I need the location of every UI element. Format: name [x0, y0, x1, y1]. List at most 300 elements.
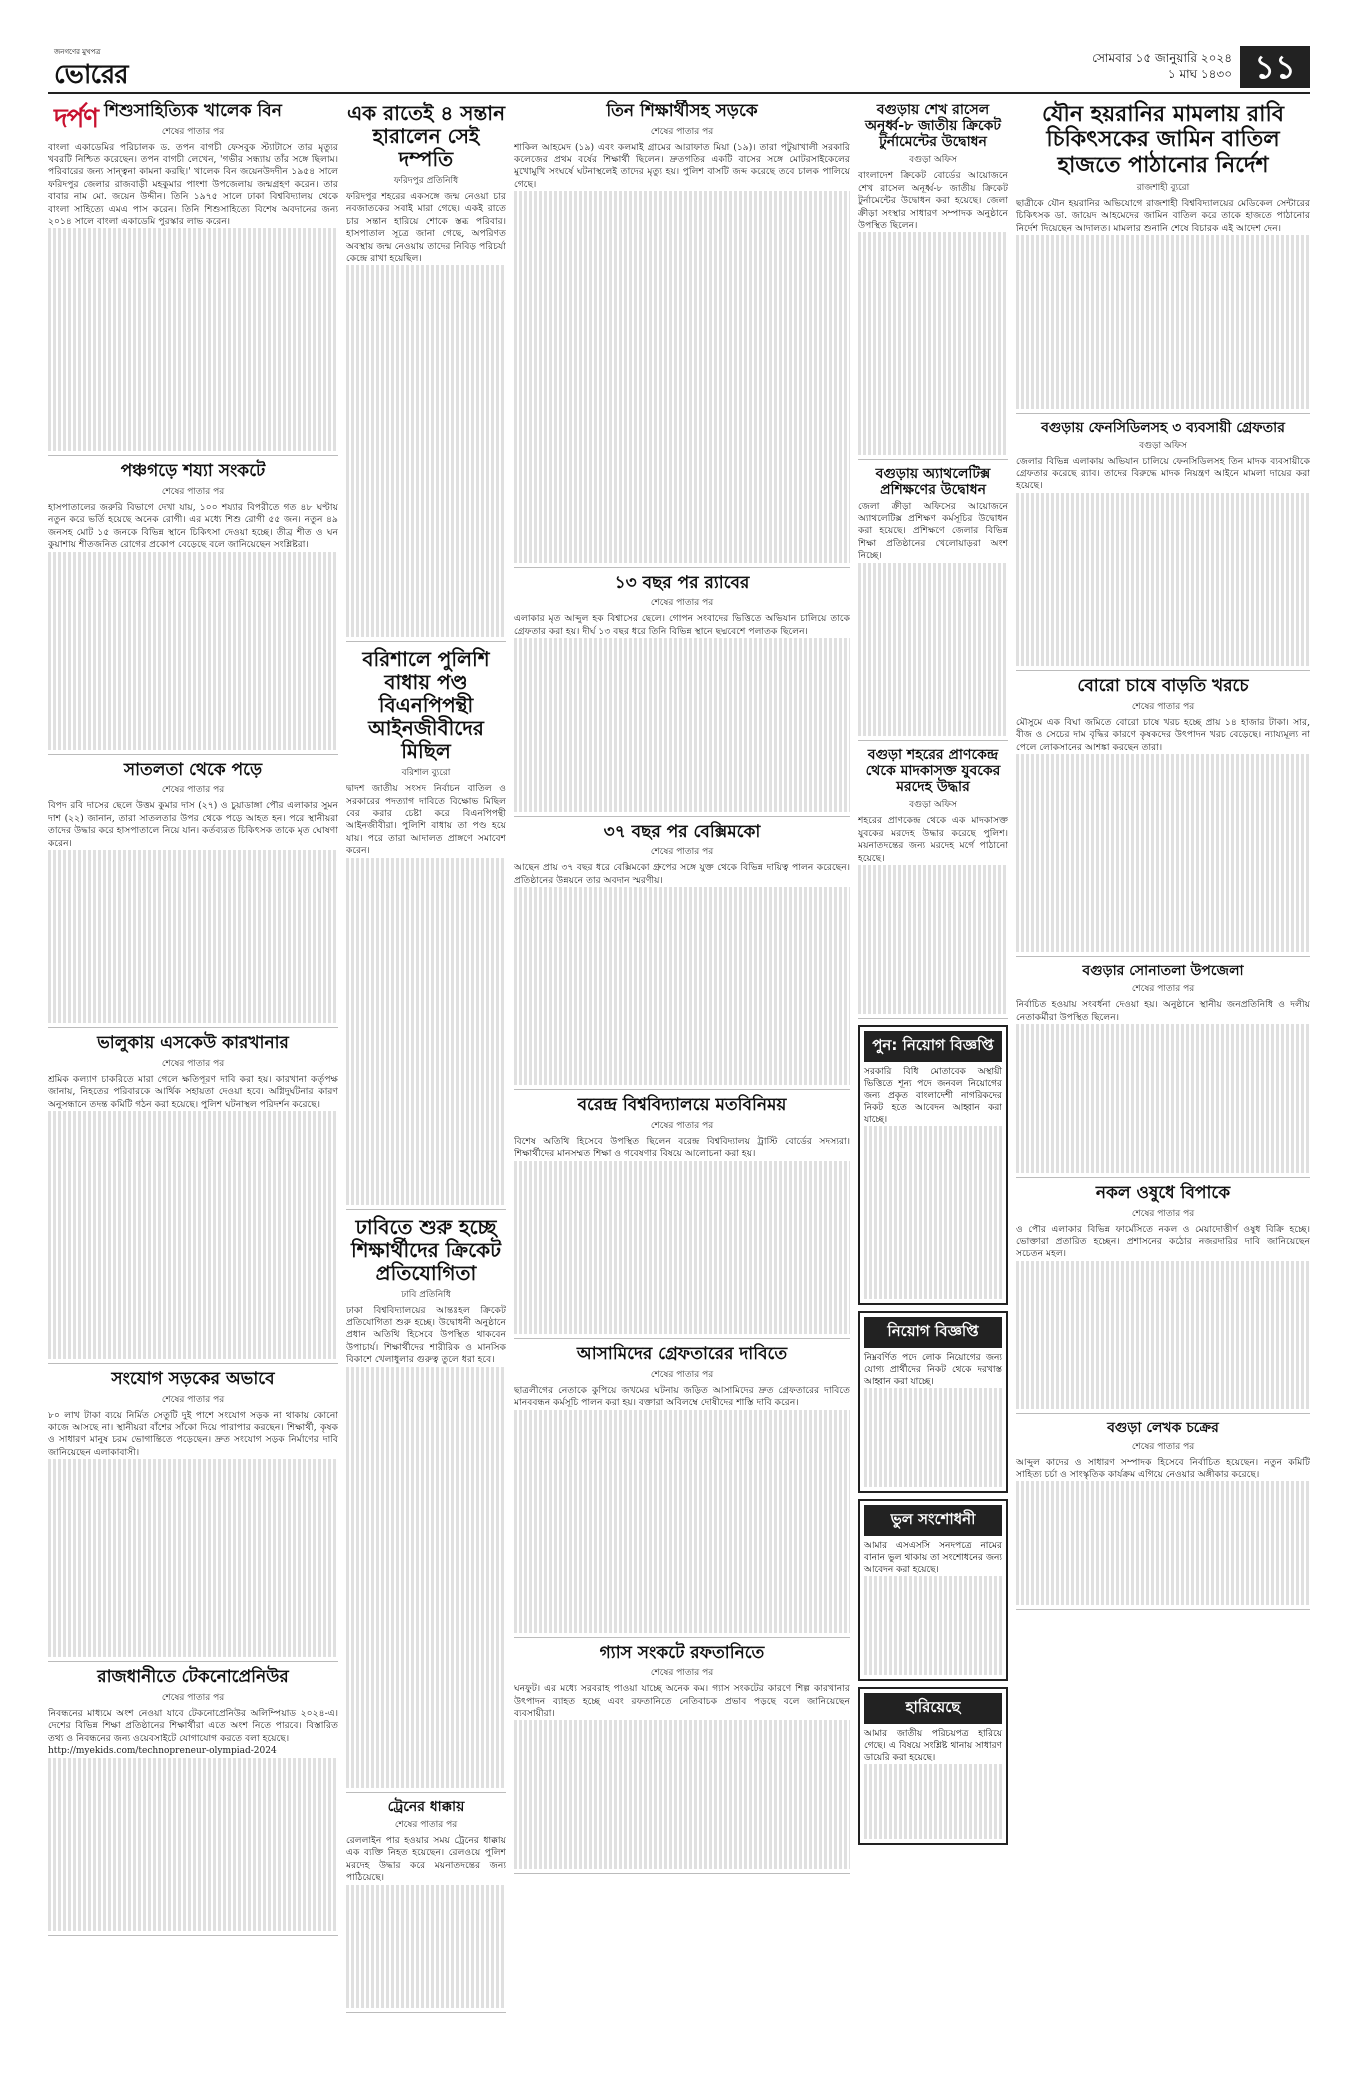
text-line-placeholder	[514, 1521, 850, 1533]
article-body: শহরের প্রাণকেন্দ্র থেকে এক মাদকাসক্ত যুবকের মরদেহ উদ্ধার করেছে পুলিশ। ময়নাতদন্তের জন্য মরদেহ মর্গে পাঠানো হয়েছে।	[858, 815, 1008, 864]
text-line-placeholder	[1016, 1049, 1310, 1061]
text-line-placeholder	[346, 1897, 506, 1909]
text-line-placeholder	[514, 725, 850, 737]
article-headline[interactable]: সংযোগ সড়কের অভাবে	[111, 1369, 275, 1390]
text-line-placeholder	[48, 1546, 338, 1558]
text-line-placeholder	[48, 266, 338, 278]
text-line-placeholder	[346, 402, 506, 414]
article	[346, 648, 506, 1209]
text-line-placeholder	[346, 1093, 506, 1105]
text-line-placeholder	[1016, 1372, 1310, 1384]
article-headline[interactable]: ভালুকায় এসকেউ কারখানার	[97, 1033, 289, 1054]
text-line-placeholder	[1016, 1261, 1310, 1273]
text-line-placeholder	[858, 245, 1008, 257]
text-line-placeholder	[48, 900, 338, 912]
text-line-placeholder	[514, 1620, 850, 1632]
column-5	[1016, 100, 1310, 2036]
article-byline: শেষের পাতার পর	[650, 1668, 714, 1679]
text-line-placeholder	[1016, 396, 1310, 408]
text-line-placeholder	[1016, 1123, 1310, 1135]
text-line-placeholder	[858, 406, 1008, 418]
text-line-placeholder	[858, 711, 1008, 723]
article-link[interactable]: http://myekids.com/technopreneur-olympiad-2024	[48, 1746, 277, 1757]
text-line-placeholder	[858, 865, 1008, 877]
text-line-placeholder	[48, 912, 338, 924]
text-line-placeholder	[346, 1043, 506, 1055]
text-line-placeholder	[514, 451, 850, 463]
text-line-placeholder	[48, 638, 338, 650]
text-line-placeholder	[346, 513, 506, 525]
text-line-placeholder	[48, 1844, 338, 1856]
text-line-placeholder	[48, 589, 338, 601]
text-line-placeholder	[346, 303, 506, 315]
article-headline[interactable]: বোরো চাষে বাড়তি খরচে	[1077, 676, 1249, 697]
article-body: রেললাইন পার হওয়ার সময় ট্রেনের ধাক্কায় এক ব্যক্তি নিহত হয়েছেন। রেলওয়ে পুলিশ মরদেহ উদ্ধার করে ময়নাতদন্তের জন্য পাঠিয়েছে।	[346, 1834, 506, 1884]
text-line-placeholder	[48, 626, 338, 638]
text-line-placeholder	[864, 1274, 1002, 1286]
text-line-placeholder	[48, 1571, 338, 1583]
text-line-placeholder	[48, 1173, 338, 1185]
column-4	[858, 100, 1008, 2036]
text-line-placeholder	[514, 1272, 850, 1284]
article-byline: শেষের পাতার পর	[650, 1120, 714, 1131]
text-line-placeholder	[864, 1651, 1002, 1663]
text-line-placeholder	[858, 915, 1008, 927]
text-line-placeholder	[514, 414, 850, 426]
text-line-placeholder	[346, 265, 506, 277]
article-byline: শেষের পাতার পর	[650, 126, 714, 137]
article-headline[interactable]: আসামিদের গ্রেফতারের দাবিতে	[576, 1344, 788, 1365]
text-line-placeholder	[514, 1844, 850, 1856]
text-line-placeholder	[864, 1212, 1002, 1224]
text-line-placeholder	[48, 1758, 338, 1770]
text-line-placeholder	[48, 1322, 338, 1334]
text-line-placeholder	[514, 799, 850, 811]
text-line-placeholder	[346, 1602, 506, 1614]
text-line-placeholder	[48, 278, 338, 290]
text-line-placeholder	[514, 1509, 850, 1521]
text-line-placeholder	[858, 662, 1008, 674]
text-line-placeholder	[858, 393, 1008, 405]
text-line-placeholder	[346, 1676, 506, 1688]
text-line-placeholder	[1016, 604, 1310, 616]
text-line-placeholder	[48, 1807, 338, 1819]
text-line-placeholder	[48, 676, 338, 688]
text-line-placeholder	[1016, 1556, 1310, 1568]
text-line-placeholder	[514, 1285, 850, 1297]
article-byline: শেষের পাতার পর	[161, 486, 225, 497]
text-line-placeholder	[858, 575, 1008, 587]
text-line-placeholder	[514, 340, 850, 352]
text-line-placeholder	[1016, 791, 1310, 803]
text-line-placeholder	[858, 431, 1008, 443]
text-line-placeholder	[864, 1663, 1002, 1675]
text-line-placeholder	[1016, 1024, 1310, 1036]
text-line-placeholder	[346, 563, 506, 575]
article-headline[interactable]: বগুড়ার সোনাতলা উপজেলা	[1082, 963, 1244, 980]
text-line-placeholder	[346, 526, 506, 538]
text-line-placeholder	[514, 1782, 850, 1794]
text-line-placeholder	[1016, 1347, 1310, 1359]
text-line-placeholder	[1016, 322, 1310, 334]
text-line-placeholder	[346, 1105, 506, 1117]
article	[48, 1370, 338, 1662]
text-line-placeholder	[514, 513, 850, 525]
text-line-placeholder	[346, 944, 506, 956]
text-line-placeholder	[48, 552, 338, 564]
text-line-placeholder	[346, 1429, 506, 1441]
text-line-placeholder	[346, 1639, 506, 1651]
text-line-placeholder	[1016, 493, 1310, 505]
text-line-placeholder	[1016, 555, 1310, 567]
text-line-placeholder	[48, 1795, 338, 1807]
text-line-placeholder	[514, 290, 850, 302]
text-line-placeholder	[514, 526, 850, 538]
text-line-placeholder	[346, 1503, 506, 1515]
text-line-placeholder	[346, 1652, 506, 1664]
article-byline: শেষের পাতার পর	[650, 1369, 714, 1380]
article-byline: শেষের পাতার পর	[1131, 1441, 1195, 1452]
text-line-placeholder	[514, 1733, 850, 1745]
text-line-placeholder	[514, 315, 850, 327]
article	[1016, 102, 1310, 414]
text-line-placeholder	[864, 1802, 1002, 1814]
text-line-placeholder	[346, 340, 506, 352]
text-line-placeholder	[48, 862, 338, 874]
text-line-placeholder	[864, 1163, 1002, 1175]
text-line-placeholder	[346, 538, 506, 550]
text-line-placeholder	[346, 969, 506, 981]
text-line-placeholder	[1016, 1543, 1310, 1555]
text-line-placeholder	[48, 1484, 338, 1496]
text-line-placeholder	[346, 1466, 506, 1478]
article	[1016, 963, 1310, 1178]
text-line-placeholder	[1016, 654, 1310, 666]
article-headline[interactable]: পঞ্চগড়ে শয্যা সংকটে	[120, 461, 266, 482]
text-line-placeholder	[346, 414, 506, 426]
text-line-placeholder	[346, 1738, 506, 1750]
column-3	[514, 100, 850, 2036]
text-line-placeholder	[514, 1558, 850, 1570]
text-line-placeholder	[858, 282, 1008, 294]
text-line-placeholder	[346, 1959, 506, 1971]
text-line-placeholder	[346, 1775, 506, 1787]
text-line-placeholder	[514, 538, 850, 550]
text-line-placeholder	[864, 1764, 1002, 1776]
text-line-placeholder	[514, 787, 850, 799]
text-line-placeholder	[48, 737, 338, 749]
ad-body: সরকারি বিধি মোতাবেক অস্থায়ী ভিত্তিতে শূন্য পদে জনবল নিয়োগের জন্য প্রকৃত বাংলাদেশী নাগরিকদের নিকট হতে আবেদন আহ্বান করা যাচ্ছে।	[864, 1066, 1002, 1125]
article-headline[interactable]: নকল ওষুধে বিপাকে	[1095, 1182, 1231, 1203]
text-line-placeholder	[48, 1869, 338, 1881]
text-line-placeholder	[514, 1061, 850, 1073]
article	[346, 1799, 506, 2014]
text-line-placeholder	[1016, 1148, 1310, 1160]
article	[858, 466, 1008, 741]
text-line-placeholder	[346, 870, 506, 882]
text-line-placeholder	[346, 1404, 506, 1416]
text-line-placeholder	[48, 1297, 338, 1309]
classified-ad	[858, 1025, 1008, 1305]
article-byline: শেষের পাতার পর	[1131, 1208, 1195, 1219]
text-line-placeholder	[864, 1126, 1002, 1138]
article	[1016, 1420, 1310, 1610]
text-line-placeholder	[1016, 642, 1310, 654]
text-line-placeholder	[48, 427, 338, 439]
text-line-placeholder	[858, 625, 1008, 637]
article-body: শ্রমিক কল্যাণ চাকরিতে মারা গেলে ক্ষতিপূরণ দাবি করা হয়। কারখানা কর্তৃপক্ষ জানায়, নিহতের পরিবারকে আর্থিক সহায়তা দেওয়া হবে। অগ্নিদুর্ঘটনার কারণ অনুসন্ধানে তদন্ত কমিটি গঠন করা হয়েছে। পুলিশ ঘটনাস্থল পরিদর্শন করেছে।	[48, 1074, 338, 1110]
text-line-placeholder	[346, 427, 506, 439]
text-line-placeholder	[514, 1048, 850, 1060]
text-line-placeholder	[514, 1484, 850, 1496]
text-line-placeholder	[48, 1820, 338, 1832]
text-line-placeholder	[514, 1422, 850, 1434]
text-line-placeholder	[514, 675, 850, 687]
text-line-placeholder	[858, 319, 1008, 331]
text-line-placeholder	[1016, 1161, 1310, 1173]
text-line-placeholder	[346, 600, 506, 612]
text-line-placeholder	[1016, 248, 1310, 260]
article-headline[interactable]: বগুড়ায় শেখ রাসেল অনূর্ধ্ব-৮ জাতীয় ক্রিকেট টুর্নামেন্টের উদ্বোধন	[864, 102, 1002, 151]
text-line-placeholder	[514, 1247, 850, 1259]
text-line-placeholder	[514, 1608, 850, 1620]
text-line-placeholder	[346, 550, 506, 562]
text-line-placeholder	[514, 427, 850, 439]
text-line-placeholder	[48, 1645, 338, 1657]
text-line-placeholder	[514, 253, 850, 265]
logo-text-part2: দর্পণ	[54, 104, 99, 134]
text-line-placeholder	[858, 952, 1008, 964]
text-line-placeholder	[48, 1334, 338, 1346]
article-body: ছাত্রীকে যৌন হয়রানির অভিযোগে রাজশাহী বিশ্ববিদ্যালয়ের মেডিকেল সেন্টারের চিকিৎসক ডা. জায়েদ আহমেদের জামিন বাতিল করে তাকে হাজতে পাঠানোর নির্দেশ দিয়েছেন আদালত। মামলার শুনানি শেষে বিচারক এই আদেশ দেন।	[1016, 197, 1310, 234]
text-line-placeholder	[48, 1124, 338, 1136]
article-body: আছেন প্রায় ৩৭ বছর ধরে বেক্সিমকো গ্রুপের সঙ্গে যুক্ত থেকে বিভিন্ন দায়িত্ব পালন করেছেন। প্রতিষ্ঠানের উন্নয়নে তার অবদান স্মরণীয়।	[514, 862, 850, 886]
article-headline[interactable]: ঢাবিতে শুরু হচ্ছে শিক্ষার্থীদের ক্রিকেট প্রতিযোগিতা	[350, 1214, 502, 1285]
article-body: নিবন্ধনের মাধ্যমে অংশ নেওয়া যাবে টেকনোপ্রেনিউর অলিম্পিয়াড ২০২৪-এ। দেশের বিভিন্ন শিক্ষা প্রতিষ্ঠানের শিক্ষার্থীরা এতে অংশ নিতে পারবে। বিস্তারিত তথ্য ও নিবন্ধনের জন্য ওয়েবসাইটে যোগাযোগ করতে বলা হয়েছে।	[48, 1708, 338, 1744]
text-line-placeholder	[48, 1832, 338, 1844]
text-line-placeholder	[514, 1819, 850, 1831]
text-line-placeholder	[48, 850, 338, 862]
text-line-placeholder	[48, 1608, 338, 1620]
text-line-placeholder	[1016, 505, 1310, 517]
text-line-placeholder	[514, 1447, 850, 1459]
text-line-placeholder	[48, 1011, 338, 1023]
text-line-placeholder	[514, 551, 850, 563]
text-line-placeholder	[514, 204, 850, 216]
article-headline[interactable]: বগুড়ায় ফেনসিডিলসহ ৩ ব্যবসায়ী গ্রেফতার	[1041, 419, 1285, 436]
text-line-placeholder	[514, 663, 850, 675]
text-line-placeholder	[864, 1589, 1002, 1601]
article-headline[interactable]: যৌন হয়রানির মামলায় রাবি চিকিৎসকের জামিন বাতিল হাজতে পাঠানোর নির্দেশ	[1041, 102, 1285, 178]
text-line-placeholder	[514, 899, 850, 911]
article-headline[interactable]: গ্যাস সংকটে রফতানিতে	[599, 1642, 765, 1663]
text-line-placeholder	[514, 1807, 850, 1819]
text-line-placeholder	[346, 1552, 506, 1564]
text-line-placeholder	[48, 328, 338, 340]
text-line-placeholder	[346, 327, 506, 339]
text-line-placeholder	[346, 1031, 506, 1043]
text-line-placeholder	[346, 1763, 506, 1775]
text-line-placeholder	[48, 1148, 338, 1160]
text-line-placeholder	[514, 1161, 850, 1173]
text-line-placeholder	[346, 1453, 506, 1465]
text-line-placeholder	[514, 1223, 850, 1235]
text-line-placeholder	[48, 1136, 338, 1148]
article	[514, 823, 850, 1091]
article-headline[interactable]: বরেন্দ্র বিশ্ববিদ্যালয়ে মতবিনিময়	[577, 1095, 787, 1116]
article-byline: শেষের পাতার পর	[161, 785, 225, 796]
text-line-placeholder	[514, 1198, 850, 1210]
text-line-placeholder	[1016, 928, 1310, 940]
text-line-placeholder	[48, 1272, 338, 1284]
text-line-placeholder	[346, 982, 506, 994]
text-line-placeholder	[48, 924, 338, 936]
article	[346, 102, 506, 642]
classified-ad	[858, 1499, 1008, 1681]
text-line-placeholder	[514, 1322, 850, 1334]
text-line-placeholder	[1016, 1086, 1310, 1098]
text-line-placeholder	[346, 1180, 506, 1192]
text-line-placeholder	[346, 1627, 506, 1639]
text-line-placeholder	[48, 377, 338, 389]
text-line-placeholder	[346, 1664, 506, 1676]
article-body: বিশেষ অতিথি হিসেবে উপস্থিত ছিলেন বরেন্দ্র বিশ্ববিদ্যালয় ট্রাস্টি বোর্ডের সদস্যরা। শিক্ষার্থীদের মানসম্মত শিক্ষা ও গবেষণার বিষয়ে আলোচনা করা হয়।	[514, 1135, 850, 1160]
text-line-placeholder	[858, 587, 1008, 599]
article-headline[interactable]: বগুড়ায় অ্যাথলেটিক্স প্রশিক্ষণের উদ্বোধন	[875, 466, 991, 499]
text-line-placeholder	[48, 1472, 338, 1484]
text-line-placeholder	[346, 1416, 506, 1428]
text-line-placeholder	[514, 228, 850, 240]
text-line-placeholder	[864, 1250, 1002, 1262]
text-line-placeholder	[48, 663, 338, 675]
text-line-placeholder	[514, 1260, 850, 1272]
text-line-placeholder	[346, 1540, 506, 1552]
text-line-placeholder	[48, 1620, 338, 1632]
text-line-placeholder	[858, 600, 1008, 612]
text-line-placeholder	[514, 887, 850, 899]
text-line-placeholder	[514, 1185, 850, 1197]
text-line-placeholder	[514, 365, 850, 377]
text-line-placeholder	[1016, 1335, 1310, 1347]
text-line-placeholder	[346, 1192, 506, 1204]
text-line-placeholder	[1016, 629, 1310, 641]
article	[1016, 677, 1310, 957]
ad-title: নিয়োগ বিজ্ঞপ্তি	[864, 1317, 1002, 1348]
article-headline[interactable]: এক রাতেই ৪ সন্তান হারালেন সেই দম্পতি	[346, 101, 506, 171]
dateline	[1092, 50, 1232, 82]
text-line-placeholder	[346, 907, 506, 919]
article-headline[interactable]: ৩৭ বছর পর বেক্সিমকো	[603, 821, 761, 842]
text-line-placeholder	[48, 290, 338, 302]
article	[48, 1668, 338, 1936]
ad-title: পুন: নিয়োগ বিজ্ঞপ্তি	[864, 1031, 1002, 1062]
article-headline[interactable]: ট্রেনের ধাক্কায়	[387, 1798, 465, 1815]
text-line-placeholder	[48, 1882, 338, 1894]
article-headline[interactable]: বগুড়া শহরের প্রাণকেন্দ্র থেকে মাদকাসক্ত যুবকের মরদেহ উদ্ধার	[865, 747, 1001, 796]
text-line-placeholder	[1016, 890, 1310, 902]
article-body: নির্বাচিত হওয়ায় সংবর্ধনা দেওয়া হয়। অনুষ্ঠানে স্থানীয় জনপ্রতিনিধি ও দলীয় নেতাকর্মীরা উপস্থিত ছিলেন।	[1016, 999, 1310, 1023]
article	[858, 747, 1008, 1019]
text-line-placeholder	[48, 564, 338, 576]
text-line-placeholder	[514, 439, 850, 451]
logo[interactable]	[48, 46, 178, 134]
article-byline: ঢাবি প্রতিনিধি	[401, 1289, 451, 1300]
text-line-placeholder	[1016, 816, 1310, 828]
article-headline[interactable]: বরিশালে পুলিশি বাধায় পণ্ড বিএনপিপন্থী আইনজীবীদের মিছিল	[362, 647, 490, 764]
text-line-placeholder	[346, 315, 506, 327]
text-line-placeholder	[858, 356, 1008, 368]
article-byline: শেষের পাতার পর	[161, 126, 225, 137]
text-line-placeholder	[864, 1287, 1002, 1299]
text-line-placeholder	[514, 999, 850, 1011]
text-line-placeholder	[1016, 1074, 1310, 1086]
text-line-placeholder	[48, 365, 338, 377]
text-line-placeholder	[864, 1188, 1002, 1200]
article-byline: রাজশাহী ব্যুরো	[1136, 182, 1190, 193]
text-line-placeholder	[1016, 1136, 1310, 1148]
ad-body: আমার এসএসসি সনদপত্রে নামের বানান ভুল থাকায় তা সংশোধনের জন্য আবেদন করা হয়েছে।	[864, 1541, 1002, 1576]
text-line-placeholder	[514, 1023, 850, 1035]
text-line-placeholder	[514, 241, 850, 253]
text-line-placeholder	[346, 1068, 506, 1080]
text-line-placeholder	[346, 1751, 506, 1763]
article	[48, 102, 338, 456]
text-line-placeholder	[858, 257, 1008, 269]
text-line-placeholder	[864, 1150, 1002, 1162]
article-byline: শেষের পাতার পর	[161, 1693, 225, 1704]
text-line-placeholder	[48, 725, 338, 737]
text-line-placeholder	[346, 1490, 506, 1502]
article	[346, 1216, 506, 1793]
text-line-placeholder	[48, 999, 338, 1011]
text-line-placeholder	[1016, 1099, 1310, 1111]
article-body: হাসপাতালের জরুরি বিভাগে দেখা যায়, ১০০ শয্যার বিপরীতে গত ৪৮ ঘণ্টায় নতুন করে ভর্তি হয়েছে অনেক রোগী। এর মধ্যে শিশু রোগী ৫৫ জন। নতুন ৪৯ জনসহ মোট ১৫ জনকে বিভিন্ন স্থানে চিকিৎসা দেওয়া হচ্ছে। তীব্র শীত ও ঘন কুয়াশায় শীতজনিত রোগের প্রকোপ বেড়েছে বলে জানিয়েছেন সংশ্লিষ্টরা।	[48, 501, 338, 551]
text-line-placeholder	[864, 1576, 1002, 1588]
article-headline[interactable]: বগুড়া লেখক চক্রের	[1107, 1420, 1219, 1437]
article-headline[interactable]: ১৩ বছর পর র‍্যাবের	[614, 572, 750, 593]
text-line-placeholder	[514, 750, 850, 762]
article-headline[interactable]: রাজধানীতে টেকনোপ্রেনিউর	[97, 1667, 289, 1688]
text-line-placeholder	[1016, 580, 1310, 592]
text-line-placeholder	[48, 1919, 338, 1931]
text-line-placeholder	[346, 1367, 506, 1379]
page-number: ১১	[1240, 46, 1310, 88]
text-line-placeholder	[48, 601, 338, 613]
date-bangla: ১ মাঘ ১৪৩০	[1167, 67, 1232, 81]
article-headline[interactable]: শিশুসাহিত্যিক খালেক বিন	[104, 101, 282, 121]
text-line-placeholder	[864, 1200, 1002, 1212]
text-line-placeholder	[1016, 1506, 1310, 1518]
text-line-placeholder	[48, 228, 338, 240]
text-line-placeholder	[346, 1971, 506, 1983]
article	[514, 1096, 850, 1339]
article-headline[interactable]: সাতলতা থেকে পড়ে	[123, 759, 263, 780]
ad-body: নিম্নবর্ণিত পদে লোক নিয়োগের জন্য যোগ্য প্রার্থীদের নিকট থেকে দরখাস্ত আহ্বান করা যাচ্ছে।	[864, 1353, 1002, 1388]
text-line-placeholder	[346, 464, 506, 476]
text-line-placeholder	[514, 1459, 850, 1471]
text-line-placeholder	[346, 488, 506, 500]
text-line-placeholder	[514, 489, 850, 501]
article-headline[interactable]: তিন শিক্ষার্থীসহ সড়কে	[606, 101, 758, 121]
text-line-placeholder	[1016, 1061, 1310, 1073]
text-line-placeholder	[1016, 767, 1310, 779]
article-byline: শেষের পাতার পর	[1131, 701, 1195, 712]
text-line-placeholder	[346, 625, 506, 637]
text-line-placeholder	[1016, 828, 1310, 840]
article-byline: শেষের পাতার পর	[650, 847, 714, 858]
text-line-placeholder	[1016, 853, 1310, 865]
article	[514, 1644, 850, 1874]
